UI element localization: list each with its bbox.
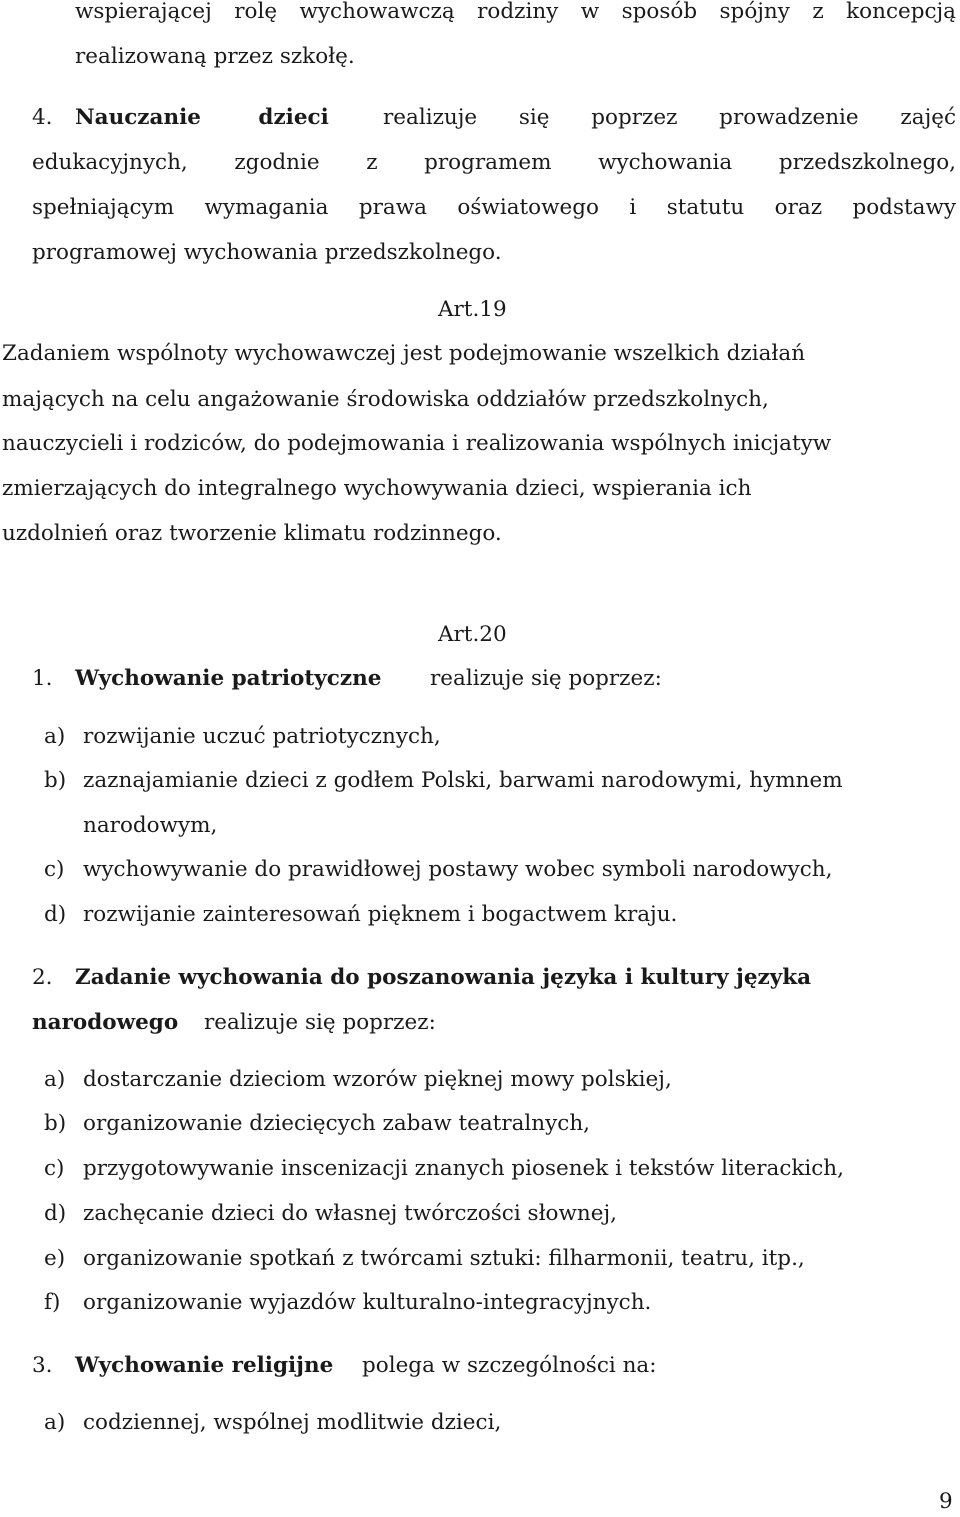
section-intro: realizuje się poprzez: [204,1010,436,1035]
paragraph-line: programowej wychowania przedszkolnego. [32,240,502,265]
list-item: organizowanie dziecięcych zabaw teatralnych, [83,1111,591,1136]
list-item: rozwijanie uczuć patriotycznych, [83,724,441,749]
list-item: zaznajamianie dzieci z godłem Polski, barwami narodowymi, hymnem [83,768,843,793]
list-item: przygotowywanie inscenizacji znanych piosenek i tekstów literackich, [83,1156,844,1181]
article-heading: Art.20 [438,622,507,647]
list-label: a) [44,1410,66,1435]
section-intro: polega w szczególności na: [362,1353,657,1378]
page-number: 9 [939,1489,953,1514]
list-item: organizowanie wyjazdów kulturalno-integracyjnych. [83,1290,652,1315]
point-heading: Nauczanie dzieci [75,105,329,130]
list-label: d) [44,902,67,927]
section-heading: Zadanie wychowania do poszanowania języka i kultury języka [75,965,812,990]
section-number: 2. [32,965,53,990]
section-heading: Wychowanie patriotyczne [75,666,382,691]
paragraph-line: realizuje się poprzez prowadzenie zajęć [383,105,956,130]
section-heading: Wychowanie religijne [75,1353,334,1378]
list-item: rozwijanie zainteresowań pięknem i bogactwem kraju. [83,902,678,927]
paragraph-line: nauczycieli i rodziców, do podejmowania i realizowania wspólnych inicjatyw [2,431,832,456]
paragraph-line: uzdolnień oraz tworzenie klimatu rodzinnego. [2,521,502,546]
list-item: zachęcanie dzieci do własnej twórczości słownej, [83,1201,617,1226]
section-heading: narodowego [32,1010,179,1035]
paragraph-line: Zadaniem wspólnoty wychowawczej jest podejmowanie wszelkich działań [2,341,806,366]
section-intro: realizuje się poprzez: [430,666,662,691]
list-label: c) [44,1156,65,1181]
paragraph-line: realizowaną przez szkołę. [75,44,355,69]
list-label: a) [44,1067,66,1092]
list-item: dostarczanie dzieciom wzorów pięknej mowy polskiej, [83,1067,672,1092]
list-label: a) [44,724,66,749]
paragraph-line: mających na celu angażowanie środowiska oddziałów przedszkolnych, [2,387,769,412]
list-item: codziennej, wspólnej modlitwie dzieci, [83,1410,502,1435]
paragraph-line: zmierzających do integralnego wychowywania dzieci, wspierania ich [2,476,752,501]
list-item-continuation: narodowym, [83,813,218,838]
article-heading: Art.19 [438,297,507,322]
section-number: 3. [32,1353,53,1378]
paragraph-line: spełniającym wymagania prawa oświatowego i statutu oraz podstawy [32,195,956,220]
list-label: c) [44,857,65,882]
list-label: e) [44,1246,66,1271]
list-item: organizowanie spotkań z twórcami sztuki: filharmonii, teatru, itp., [83,1246,805,1271]
list-label: d) [44,1201,67,1226]
list-label: b) [44,1111,67,1136]
paragraph-line: wspierającej rolę wychowawczą rodziny w sposób spójny z koncepcją [75,0,956,24]
list-label: b) [44,768,67,793]
point-number: 4. [32,105,53,130]
list-item: wychowywanie do prawidłowej postawy wobec symboli narodowych, [83,857,833,882]
section-number: 1. [32,666,53,691]
paragraph-line: edukacyjnych, zgodnie z programem wychowania przedszkolnego, [32,150,956,175]
list-label: f) [44,1290,61,1315]
